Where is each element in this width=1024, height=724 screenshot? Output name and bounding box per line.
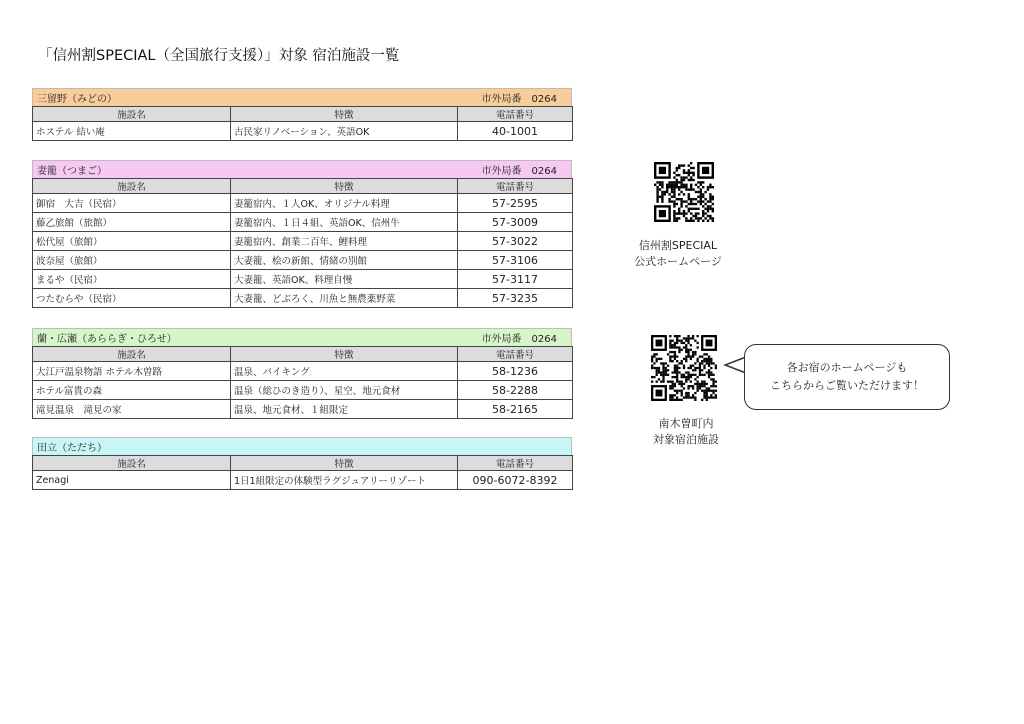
- phone-number[interactable]: 57-3009: [458, 213, 573, 232]
- phone-number[interactable]: 090-6072-8392: [458, 471, 573, 490]
- phone-number[interactable]: 58-2288: [458, 381, 573, 400]
- table-row: [33, 122, 573, 141]
- table-header-row: [33, 107, 573, 122]
- column-header-feature: 特徴: [231, 107, 458, 122]
- section-name: 田立（ただち）: [37, 443, 107, 454]
- facility-name: ホステル 結い庵: [33, 122, 231, 141]
- column-header-facility-name: 施設名: [33, 456, 231, 471]
- facility-name: ホテル富貴の森: [33, 381, 231, 400]
- table-header-row: [33, 179, 573, 194]
- column-header-feature: 特徴: [231, 347, 458, 362]
- table-row: [33, 194, 573, 213]
- qr2-caption-line2: 対象宿泊施設: [653, 433, 719, 446]
- bubble-line1: 各お宿のホームページも: [786, 361, 908, 374]
- facility-name: 藤乙旅館（旅館）: [33, 213, 231, 232]
- table-row: [33, 270, 573, 289]
- column-header-phone: 電話番号: [458, 107, 573, 122]
- facility-name: Zenagi: [33, 471, 231, 490]
- qr2-caption-line1: 南木曽町内: [658, 417, 714, 430]
- table-row: [33, 362, 573, 381]
- section-midono: [32, 88, 572, 141]
- facility-table: [32, 455, 573, 490]
- table-row: [33, 400, 573, 419]
- facility-name: 大江戸温泉物語 ホテル木曽路: [33, 362, 231, 381]
- phone-number[interactable]: 57-3117: [458, 270, 573, 289]
- phone-number[interactable]: 58-1236: [458, 362, 573, 381]
- section-araragi-hirose: [32, 328, 572, 419]
- table-row: [33, 471, 573, 490]
- table-row: [33, 289, 573, 308]
- area-code: 市外局番 0264: [481, 94, 557, 105]
- facility-name: 滝見温泉 滝見の家: [33, 400, 231, 419]
- facility-feature: 温泉（総ひのき造り）、星空、地元食材: [231, 381, 458, 400]
- facility-feature: 大妻籠、どぶろく、川魚と無農薬野菜: [231, 289, 458, 308]
- qr-code-official-site[interactable]: [654, 162, 714, 222]
- table-row: [33, 381, 573, 400]
- facility-name: 御宿 大吉（民宿）: [33, 194, 231, 213]
- qr-code-icon: [651, 335, 717, 401]
- table-header-row: [33, 347, 573, 362]
- facility-feature: 古民家リノベーション、英語OK: [231, 122, 458, 141]
- facility-feature: 妻籠宿内、１人OK、オリジナル料理: [231, 194, 458, 213]
- section-name: 三留野（みどの）: [37, 94, 117, 105]
- column-header-facility-name: 施設名: [33, 347, 231, 362]
- column-header-facility-name: 施設名: [33, 179, 231, 194]
- table-row: [33, 232, 573, 251]
- phone-number[interactable]: 57-2595: [458, 194, 573, 213]
- phone-number[interactable]: 40-1001: [458, 122, 573, 141]
- facility-feature: 1日1組限定の体験型ラグジュアリーリゾート: [231, 471, 458, 490]
- facility-table: [32, 106, 573, 141]
- area-code: 市外局番 0264: [481, 166, 557, 177]
- section-header: [32, 160, 572, 178]
- facility-table: [32, 346, 573, 419]
- qr1-caption: [616, 238, 740, 270]
- phone-number[interactable]: 58-2165: [458, 400, 573, 419]
- qr-code-facility-list[interactable]: [651, 335, 717, 401]
- table-row: [33, 251, 573, 270]
- column-header-feature: 特徴: [231, 456, 458, 471]
- column-header-phone: 電話番号: [458, 179, 573, 194]
- bubble-line2: こちらからご覧いただけます！: [770, 379, 924, 392]
- section-name: 蘭・広瀬（あららぎ・ひろせ）: [37, 334, 177, 345]
- facility-feature: 温泉、地元食材、１組限定: [231, 400, 458, 419]
- section-header: [32, 88, 572, 106]
- facility-name: つたむらや（民宿）: [33, 289, 231, 308]
- column-header-phone: 電話番号: [458, 456, 573, 471]
- table-row: [33, 213, 573, 232]
- qr-code-icon: [654, 162, 714, 222]
- column-header-facility-name: 施設名: [33, 107, 231, 122]
- page-title: 「信州割SPECIAL（全国旅行支援）」対象 宿泊施設一覧: [38, 48, 400, 64]
- qr1-caption-line1: 信州割SPECIAL: [638, 239, 718, 252]
- phone-number[interactable]: 57-3106: [458, 251, 573, 270]
- section-header: [32, 328, 572, 346]
- area-code: 市外局番 0264: [481, 334, 557, 345]
- facility-name: まるや（民宿）: [33, 270, 231, 289]
- facility-feature: 大妻籠、桧の新館、情緒の別館: [231, 251, 458, 270]
- facility-feature: 妻籠宿内、創業二百年、鯉料理: [231, 232, 458, 251]
- table-header-row: [33, 456, 573, 471]
- phone-number[interactable]: 57-3022: [458, 232, 573, 251]
- section-tsumago: [32, 160, 572, 308]
- facility-table: [32, 178, 573, 308]
- facility-feature: 温泉、バイキング: [231, 362, 458, 381]
- column-header-phone: 電話番号: [458, 347, 573, 362]
- section-tadachi: [32, 437, 572, 490]
- facility-name: 松代屋（旅館）: [33, 232, 231, 251]
- qr1-caption-line2: 公式ホームページ: [634, 255, 722, 268]
- facility-feature: 妻籠宿内、１日４組、英語OK、信州牛: [231, 213, 458, 232]
- section-name: 妻籠（つまご）: [37, 166, 107, 177]
- facility-feature: 大妻籠、英語OK、料理自慢: [231, 270, 458, 289]
- speech-bubble: [744, 344, 950, 410]
- section-header: [32, 437, 572, 455]
- phone-number[interactable]: 57-3235: [458, 289, 573, 308]
- facility-name: 波奈屋（旅館）: [33, 251, 231, 270]
- column-header-feature: 特徴: [231, 179, 458, 194]
- qr2-caption: [624, 416, 748, 448]
